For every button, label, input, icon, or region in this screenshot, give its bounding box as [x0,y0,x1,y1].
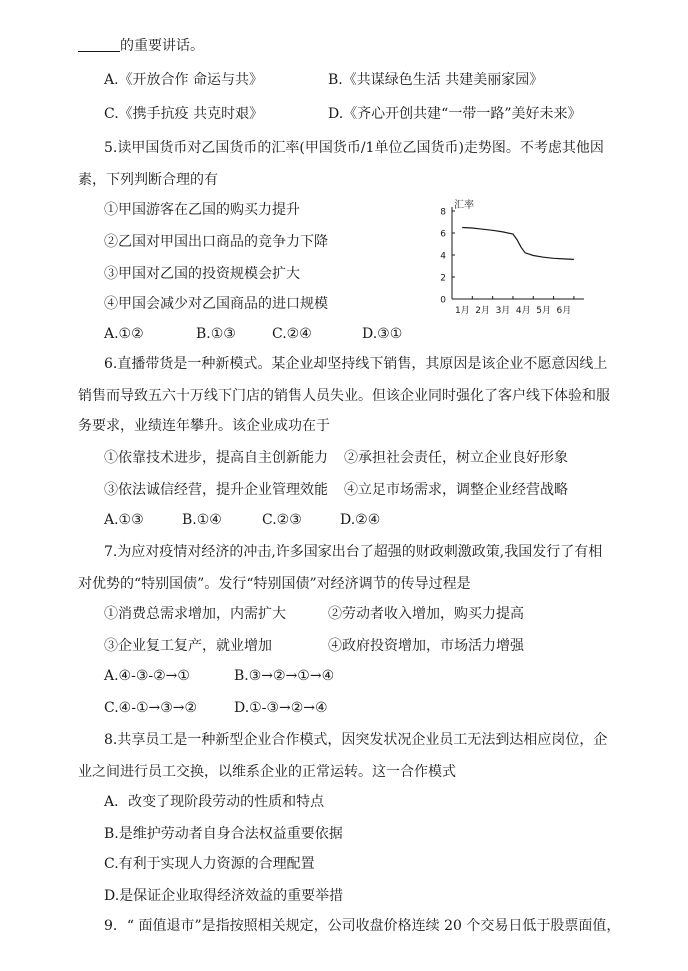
chart-x-tick-label: 4月 [515,306,531,316]
q4-option-c: C.《携手抗疫 共克时艰》 [104,106,264,122]
q6-stem-line-1: 6.直播带货是一种新模式。某企业却坚持线下销售，其原因是该企业不愿意因线上 [104,356,608,372]
q6-item-3: ③依法诚信经营，提升企业管理效能 [104,482,328,498]
chart-x-tick-label: 1月 [454,306,470,316]
q7-option-b: B.③→②→①→④ [234,668,335,684]
chart-x-tick-label: 3月 [495,306,511,316]
q6-item-1: ①依靠技术进步，提高自主创新能力 [104,450,328,466]
q5-item-3: ③甲国对乙国的投资规模会扩大 [104,266,300,282]
q7-option-a: A.④-③-②→① [104,668,190,684]
chart-y-tick-label: 4 [440,251,446,262]
q6-option-c: C.②③ [262,512,302,528]
q4-option-a: A.《开放合作 命运与共》 [104,72,264,88]
q7-stem-line-1: 7.为应对疫情对经济的冲击,许多国家出台了超强的财政刺激政策,我国发行了有相 [104,544,603,560]
q7-item-4: ④政府投资增加，市场活力增强 [328,638,524,654]
q6-item-4: ④立足市场需求，调整企业经营战略 [344,482,568,498]
q9-stem-line-1: 9．“ 面值退市”是指按照相关规定，公司收盘价格连续 20 个交易日低于股票面值， [104,918,621,934]
q5-stem-line-2: 素，下列判断合理的有 [78,172,218,188]
chart-y-tick-label: 8 [440,207,446,218]
chart-y-tick-label: 6 [440,229,446,240]
q4-tail-text: 的重要讲话。 [120,38,204,54]
q5-option-c: C.②④ [272,326,312,342]
q4-option-d: D.《齐心开创共建“一带一路”美好未来》 [328,106,582,122]
q5-option-a: A.①② [104,326,144,342]
q5-option-b: B.①③ [196,326,236,342]
q7-item-2: ②劳动者收入增加，购买力提高 [328,606,524,622]
q8-option-a: A．改变了现阶段劳动的性质和特点 [104,794,325,810]
q8-stem-line-1: 8.共享员工是一种新型企业合作模式，因突发状况企业员工无法到达相应岗位，企 [104,732,608,748]
q6-stem-line-2: 销售而导致五六十万线下门店的销售人员失业。但该企业同时强化了客户线下体验和服 [78,388,610,404]
q8-option-b: B.是维护劳动者自身合法权益重要依据 [104,826,343,842]
answer-blank [78,37,120,52]
q8-option-c: C.有利于实现人力资源的合理配置 [104,856,315,872]
q6-option-d: D.②④ [340,512,381,528]
q6-option-b: B.①④ [182,512,222,528]
q7-item-3: ③企业复工复产，就业增加 [104,638,272,654]
q7-option-c: C.④-①→③→② [104,700,198,716]
chart-y-tick-label: 2 [440,273,446,284]
exchange-rate-chart [430,196,590,320]
chart-x-tick-label: 6月 [556,306,572,316]
chart-x-tick-label: 5月 [536,306,551,316]
q5-item-2: ②乙国对甲国出口商品的竞争力下降 [104,234,328,250]
q4-option-b: B.《共谋绿色生活 共建美丽家园》 [328,72,544,88]
q5-item-4: ④甲国会减少对乙国商品的进口规模 [104,296,328,312]
chart-x-tick-label: 2月 [475,306,491,316]
q6-stem-line-3: 务要求，业绩连年攀升。该企业成功在于 [78,418,330,434]
q4-tail-line [78,36,204,56]
q6-option-a: A.①③ [104,512,144,528]
q5-item-1: ①甲国游客在乙国的购买力提升 [104,202,300,218]
q7-stem-line-2: 对优势的“特别国债”。发行“特别国债”对经济调节的传导过程是 [78,576,471,592]
q8-stem-line-2: 业之间进行员工交换，以维系企业的正常运转。这一合作模式 [78,764,456,780]
exchange-rate-line [462,228,574,260]
q7-item-1: ①消费总需求增加，内需扩大 [104,606,286,622]
q8-option-d: D.是保证企业取得经济效益的重要举措 [104,888,344,904]
chart-y-tick-label: 0 [440,295,446,306]
q7-option-d: D.①-③→②→④ [234,700,328,716]
chart-y-axis-label: 汇率 [454,200,474,211]
q5-stem-line-1: 5.读甲国货币对乙国货币的汇率(甲国货币/1单位乙国货币)走势图。不考虑其他因 [104,140,604,156]
q6-item-2: ②承担社会责任，树立企业良好形象 [344,450,568,466]
q5-option-d: D.③① [362,326,403,342]
